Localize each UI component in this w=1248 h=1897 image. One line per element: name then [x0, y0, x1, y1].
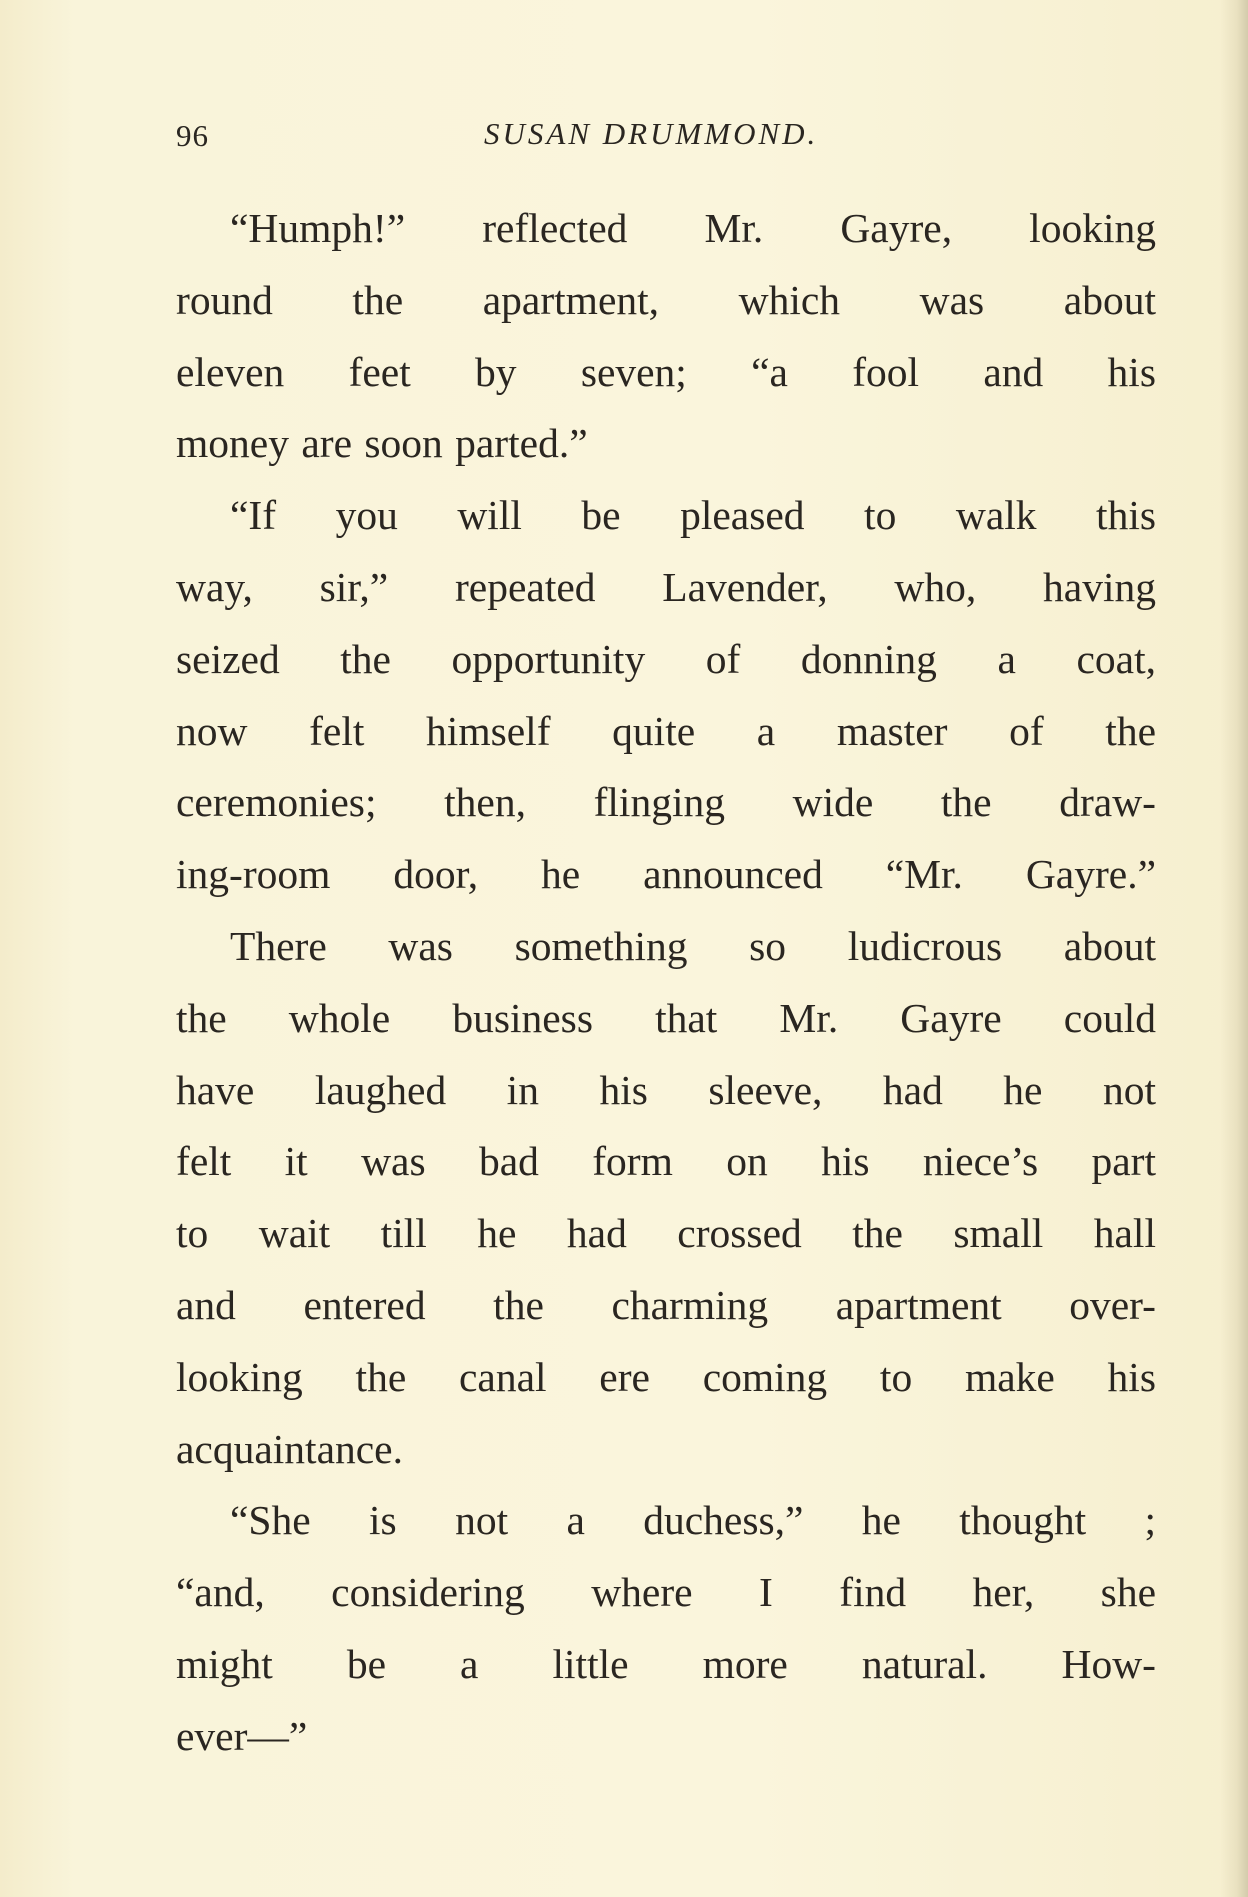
text-line: felt it was bad form on his niece’s part: [176, 1138, 1156, 1185]
page-edge-shadow: [1220, 0, 1248, 1897]
text-line: “She is not a duchess,” he thought ;: [230, 1497, 1156, 1544]
text-line: acquaintance.: [176, 1425, 403, 1472]
text-line: eleven feet by seven; “a fool and his: [176, 348, 1156, 395]
text-line: have laughed in his sleeve, had he not: [176, 1066, 1156, 1113]
text-line: There was something so ludicrous about: [230, 922, 1156, 969]
text-line: “Humph!” reflected Mr. Gayre, looking: [230, 205, 1156, 251]
text-line: to wait till he had crossed the small hall: [176, 1210, 1156, 1257]
text-line: “If you will be pleased to walk this: [230, 492, 1156, 539]
text-line: ceremonies; then, flinging wide the draw-: [176, 779, 1156, 826]
text-line: round the apartment, which was about: [176, 276, 1156, 323]
running-head: [176, 108, 1156, 158]
body-text: [176, 198, 1156, 1778]
text-line: looking the canal ere coming to make his: [176, 1353, 1156, 1400]
page-number: 96: [176, 118, 209, 153]
text-line: might be a little more natural. How-: [176, 1640, 1156, 1687]
text-line: money are soon parted.”: [176, 420, 588, 467]
text-line: and entered the charming apartment over-: [176, 1281, 1156, 1328]
text-line: way, sir,” repeated Lavender, who, having: [176, 563, 1156, 610]
running-title: SUSAN DRUMMOND.: [484, 116, 819, 151]
text-line: “and, considering where I find her, she: [176, 1569, 1156, 1616]
text-line: now felt himself quite a master of the: [176, 707, 1156, 754]
text-line: ever—”: [176, 1712, 308, 1759]
text-line: ing-room door, he announced “Mr. Gayre.”: [176, 851, 1156, 898]
text-line: seized the opportunity of donning a coat,: [176, 635, 1156, 682]
text-line: the whole business that Mr. Gayre could: [176, 994, 1156, 1041]
